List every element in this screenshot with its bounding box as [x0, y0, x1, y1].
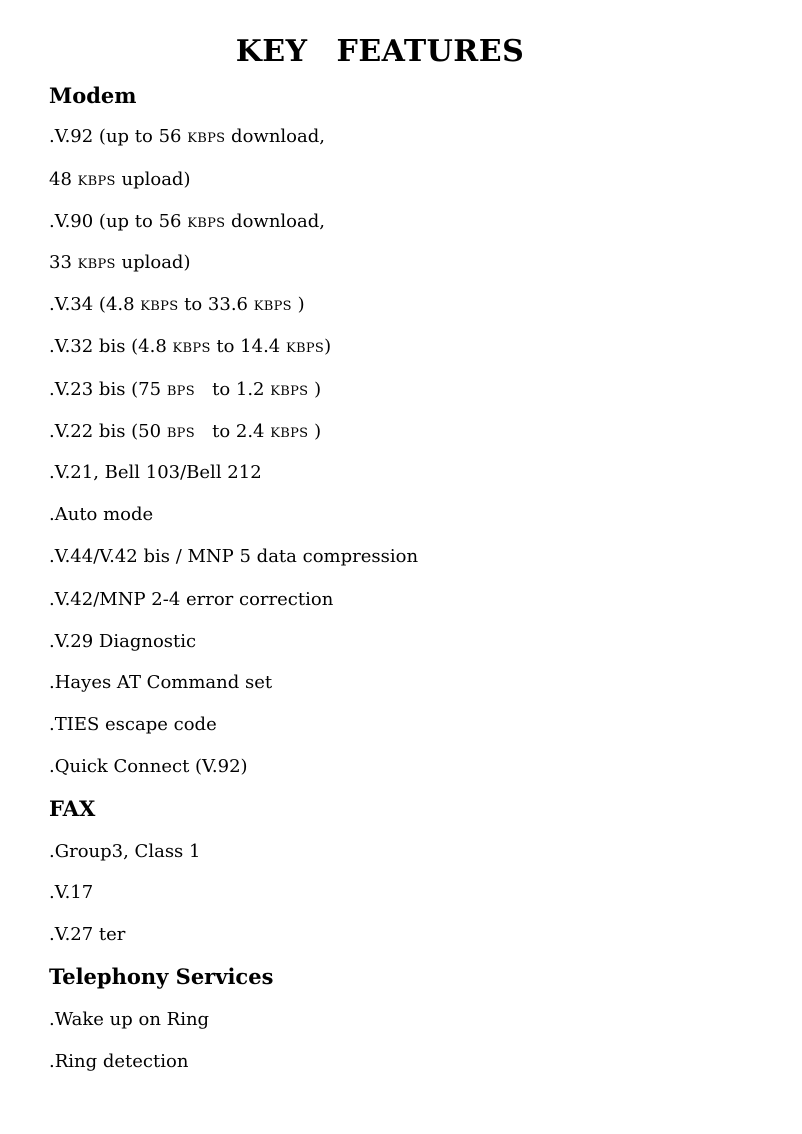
feature-auto-mode: .Auto mode [49, 504, 154, 525]
feature-ties-escape: .TIES escape code [49, 714, 217, 735]
feature-v27-ter: .V.27 ter [49, 924, 126, 945]
feature-v29-diagnostic: .V.29 Diagnostic [49, 631, 197, 652]
feature-v21: .V.21, Bell 103/Bell 212 [49, 462, 262, 483]
section-heading-fax: FAX [49, 796, 96, 821]
page-title: KEY FEATURES [235, 34, 525, 69]
feature-v90-upload: 33 KBPS upload) [49, 252, 191, 273]
feature-v34: .V.34 (4.8 KBPS to 33.6 KBPS ) [49, 294, 305, 315]
feature-group3-class1: .Group3, Class 1 [49, 841, 201, 862]
feature-v17: .V.17 [49, 882, 94, 903]
feature-hayes-at: .Hayes AT Command set [49, 672, 273, 693]
feature-v42-error-correction: .V.42/MNP 2-4 error correction [49, 589, 334, 610]
feature-wake-on-ring: .Wake up on Ring [49, 1009, 210, 1030]
feature-v92-download: .V.92 (up to 56 KBPS download, [49, 126, 325, 147]
section-heading-telephony: Telephony Services [49, 964, 274, 989]
feature-v44-compression: .V.44/V.42 bis / MNP 5 data compression [49, 546, 419, 567]
feature-ring-detection: .Ring detection [49, 1051, 189, 1072]
feature-v32-bis: .V.32 bis (4.8 KBPS to 14.4 KBPS) [49, 336, 332, 357]
feature-v22-bis: .V.22 bis (50 BPS to 2.4 KBPS ) [49, 421, 322, 442]
feature-v23-bis: .V.23 bis (75 BPS to 1.2 KBPS ) [49, 379, 322, 400]
section-heading-modem: Modem [49, 83, 137, 108]
feature-quick-connect: .Quick Connect (V.92) [49, 756, 248, 777]
feature-v90-download: .V.90 (up to 56 KBPS download, [49, 211, 325, 232]
feature-v92-upload: 48 KBPS upload) [49, 169, 191, 190]
